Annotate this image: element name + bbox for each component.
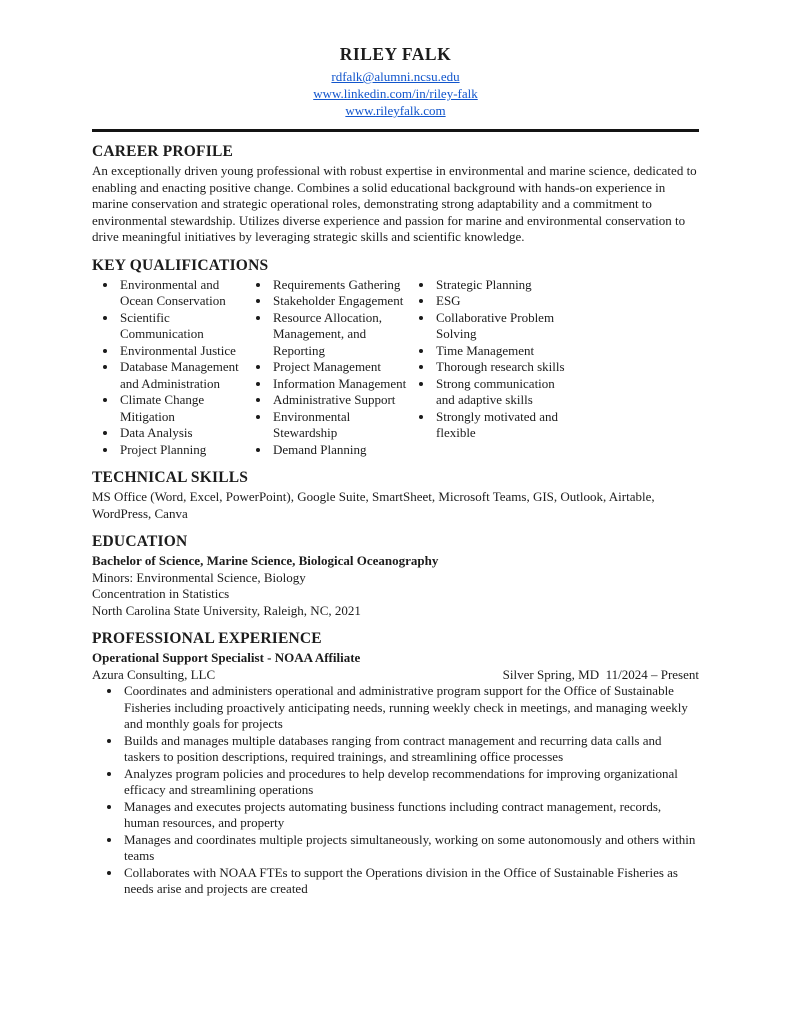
qualification-item: • Environmental Justice: [118, 343, 245, 360]
qualification-item: • Database Management and Administration: [118, 359, 245, 392]
section-key-qualifications: [92, 257, 699, 459]
candidate-name: RILEY FALK: [339, 44, 452, 64]
qualification-item: • Stakeholder Engagement: [271, 293, 408, 310]
resume-header: [92, 44, 699, 119]
qualification-item: • Information Management: [271, 376, 408, 393]
education-university: North Carolina State University, Raleigh, NC, 2021: [92, 602, 361, 618]
qualification-item: • Administrative Support: [271, 392, 408, 409]
qualification-item: • Strongly motivated and flexible: [434, 409, 574, 442]
header-divider: [92, 129, 699, 132]
section-education: [92, 533, 699, 619]
qualification-item: • Project Planning: [118, 442, 245, 459]
qualification-item: • Strategic Planning: [434, 277, 574, 294]
qualification-item: • Time Management: [434, 343, 574, 360]
experience-bullet: • Collaborates with NOAA FTEs to support the Operations division in the Office of Sustainable Fisheries as needs arise and projects are created: [122, 865, 699, 898]
job-title: Operational Support Specialist - NOAA Affiliate: [92, 650, 361, 665]
key-qualifications-columns: [92, 277, 699, 459]
website-link[interactable]: www.rileyfalk.com: [345, 103, 446, 118]
experience-bullet-list: [92, 683, 699, 898]
job-location-date: Silver Spring, MD 11/2024 – Present: [502, 666, 699, 682]
experience-bullet: • Builds and manages multiple databases ranging from contract management and recurring data calls and taskers to position descriptions, required trainings, and streamlining office processes: [122, 733, 699, 766]
qualification-item: • Project Management: [271, 359, 408, 376]
education-minors: Minors: Environmental Science, Biology: [92, 569, 306, 585]
job-meta-row: [92, 667, 699, 684]
experience-bullet: • Manages and executes projects automating business functions including contract management, records, human resources, and property: [122, 799, 699, 832]
section-technical-skills: [92, 469, 699, 522]
qualification-item: • Climate Change Mitigation: [118, 392, 245, 425]
qualification-item: • Collaborative Problem Solving: [434, 310, 574, 343]
career-profile-heading: CAREER PROFILE: [92, 143, 234, 160]
section-professional-experience: [92, 630, 699, 898]
experience-bullet: • Coordinates and administers operational and administrative program support for the Office of Sustainable Fisheries including proactively anticipating needs, running weekly check in meetings, and managing weekly and monthly goals for projects: [122, 683, 699, 733]
qualification-item: • Resource Allocation, Management, and Reporting: [271, 310, 408, 360]
experience-bullet: • Analyzes program policies and procedures to help develop recommendations for improving organizational efficacy and streamlining operations: [122, 766, 699, 799]
qualifications-column-3: [408, 277, 574, 459]
linkedin-link[interactable]: www.linkedin.com/in/riley-falk: [313, 86, 478, 101]
key-qualifications-heading: KEY QUALIFICATIONS: [92, 256, 269, 274]
qualification-item: • Demand Planning: [271, 442, 408, 459]
section-career-profile: [92, 143, 699, 246]
qualification-item: • Scientific Communication: [118, 310, 245, 343]
experience-bullet: • Manages and coordinates multiple projects simultaneously, working on some autonomously and others within teams: [122, 832, 699, 865]
qualification-item: • Data Analysis: [118, 425, 245, 442]
technical-skills-heading: TECHNICAL SKILLS: [92, 469, 249, 486]
professional-experience-heading: PROFESSIONAL EXPERIENCE: [92, 630, 322, 647]
career-profile-text: An exceptionally driven young professional with robust expertise in environmental and marine science, dedicated to enabling and enacting positive change. Combines a solid educational background with hands-on experience in marine conservation and strategic operational roles, demonstrating strong adaptability and a commitment to environmental stewardship. Utilizes diverse experience and passion for marine and environmental conservation to drive meaningful initiatives by leveraging strategic skills and scientific knowledge.: [92, 163, 697, 244]
qualification-item: • Environmental and Ocean Conservation: [118, 277, 245, 310]
technical-skills-text: MS Office (Word, Excel, PowerPoint), Google Suite, SmartSheet, Microsoft Teams, GIS, Outlook, Airtable, WordPress, Canva: [92, 489, 655, 521]
education-heading: EDUCATION: [92, 533, 188, 550]
qualifications-column-2: [245, 277, 408, 459]
education-degree: Bachelor of Science, Marine Science, Biological Oceanography: [92, 553, 439, 568]
job-company: Azura Consulting, LLC: [92, 666, 216, 682]
qualification-item: • Thorough research skills: [434, 359, 574, 376]
qualification-item: • Environmental Stewardship: [271, 409, 408, 442]
qualification-item: • ESG: [434, 293, 574, 310]
qualification-item: • Strong communication and adaptive skills: [434, 376, 574, 409]
qualifications-column-1: [92, 277, 245, 459]
education-concentration: Concentration in Statistics: [92, 586, 230, 601]
email-link[interactable]: rdfalk@alumni.ncsu.edu: [331, 69, 460, 84]
qualification-item: • Requirements Gathering: [271, 277, 408, 294]
